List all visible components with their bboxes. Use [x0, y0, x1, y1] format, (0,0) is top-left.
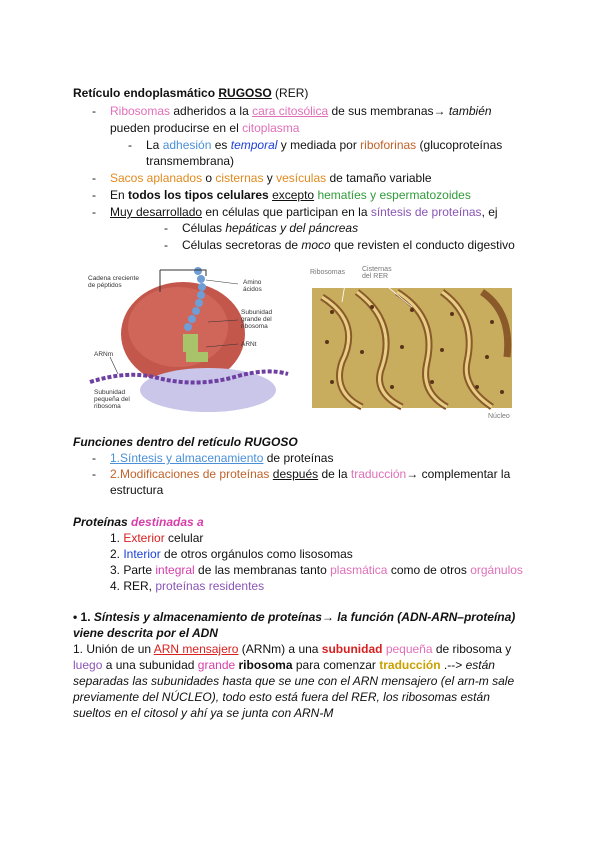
label-cisternas: Cisternas [362, 266, 392, 273]
funcion-2-line2: estructura [110, 483, 164, 497]
label-nucleo: Núcleo [488, 413, 510, 420]
ribosome-diagram [88, 262, 293, 422]
bullet-sacos: Sacos aplanados o cisternas y vesículas de tamaño variable [110, 171, 432, 185]
label-subunidad-pequena3: ribosoma [94, 403, 121, 410]
sub-bullet-dash: - [164, 221, 168, 235]
bullet-ribosomas-line2: pueden producirse en el citoplasma [110, 121, 300, 135]
sub-bullet-secretoras: Células secretoras de moco que revisten el conducto digestivo [182, 238, 515, 252]
bullet-ribosomas: Ribosomas adheridos a la cara citosólica de sus membranas→ también [110, 104, 492, 118]
label-subunidad-grande2: grande del [241, 316, 272, 323]
label-subunidad-pequena: Subunidad [94, 389, 126, 396]
small-subunit-shape [140, 368, 276, 412]
sub-bullet-adhesion: La adhesión es temporal y mediada por riboforinas (glucoproteínas [146, 138, 503, 152]
section-heading: Retículo endoplasmático RUGOSO (RER) [73, 86, 309, 100]
funcion-1: 1.Síntesis y almacenamiento de proteínas [110, 451, 334, 465]
sub-bullet-adhesion-line2: transmembrana) [146, 154, 235, 168]
bullet-dash: - [92, 171, 96, 185]
bullet-dash: - [92, 205, 96, 219]
funcion-2: 2.Modificaciones de proteínas después de la traducción→ complementar la [110, 467, 511, 481]
sub-bullet-dash: - [128, 138, 132, 152]
label-subunidad-grande: Subunidad [241, 309, 273, 316]
label-cadena2: de péptidos [88, 282, 122, 289]
proteina-item-4: 4. RER, proteínas residentes [110, 579, 265, 593]
bullet-dash: - [92, 188, 96, 202]
proteina-item-3: 3. Parte integral de las membranas tanto plasmática como de otros orgánulos [110, 563, 523, 577]
sintesis-title-line2: viene descrita por el ADN [73, 626, 218, 640]
bullet-dash: - [92, 467, 96, 481]
label-amino: Amino [243, 279, 262, 286]
proteinas-title: Proteínas destinadas a [73, 515, 204, 529]
label-ribosomas: Ribosomas [310, 269, 346, 276]
sintesis-title: • 1. Síntesis y almacenamiento de proteínas→ la función (ADN-ARN–proteína) [73, 610, 516, 624]
rer-micrograph [302, 262, 522, 422]
label-cadena: Cadena creciente [88, 275, 139, 282]
bullet-dash: - [92, 451, 96, 465]
bullet-tipos: En todos los tipos celulares excepto hematíes y espermatozoides [110, 188, 471, 202]
bullet-dash: - [92, 104, 96, 118]
label-subunidad-pequena2: pequeña del [94, 396, 130, 403]
label-arnm: ARNm [94, 351, 114, 358]
sintesis-paragraph-line3: separadas las subunidades hasta que se une con el ARN mensajero (el arn-m sale [73, 674, 515, 688]
label-amino2: ácidos [243, 286, 262, 293]
funciones-title: Funciones dentro del retículo RUGOSO [73, 435, 298, 449]
proteina-item-1: 1. Exterior celular [110, 531, 204, 545]
label-cisternas2: del RER [362, 273, 389, 280]
sub-bullet-hepaticas: Células hepáticas y del páncreas [182, 221, 359, 235]
proteina-item-2: 2. Interior de otros orgánulos como lisosomas [110, 547, 353, 561]
sintesis-paragraph-line4: previamente del NÚCLEO), todo esto está fuera del RER, los ribosomas están [73, 690, 490, 704]
sub-bullet-dash: - [164, 238, 168, 252]
bullet-desarrollado: Muy desarrollado en células que participan en la síntesis de proteínas, ej [110, 205, 498, 219]
sintesis-paragraph-line2: luego a una subunidad grande ribosoma para comenzar traducción .--> están [73, 658, 495, 672]
label-arnt: ARNt [241, 341, 257, 348]
label-subunidad-grande3: ribosoma [241, 323, 268, 330]
sintesis-paragraph-line5: sueltos en el citosol y ahí ya se junta con ARN-M [73, 706, 334, 720]
sintesis-paragraph-line1: 1. Unión de un ARN mensajero (ARNm) a una subunidad pequeña de ribosoma y [73, 642, 512, 656]
